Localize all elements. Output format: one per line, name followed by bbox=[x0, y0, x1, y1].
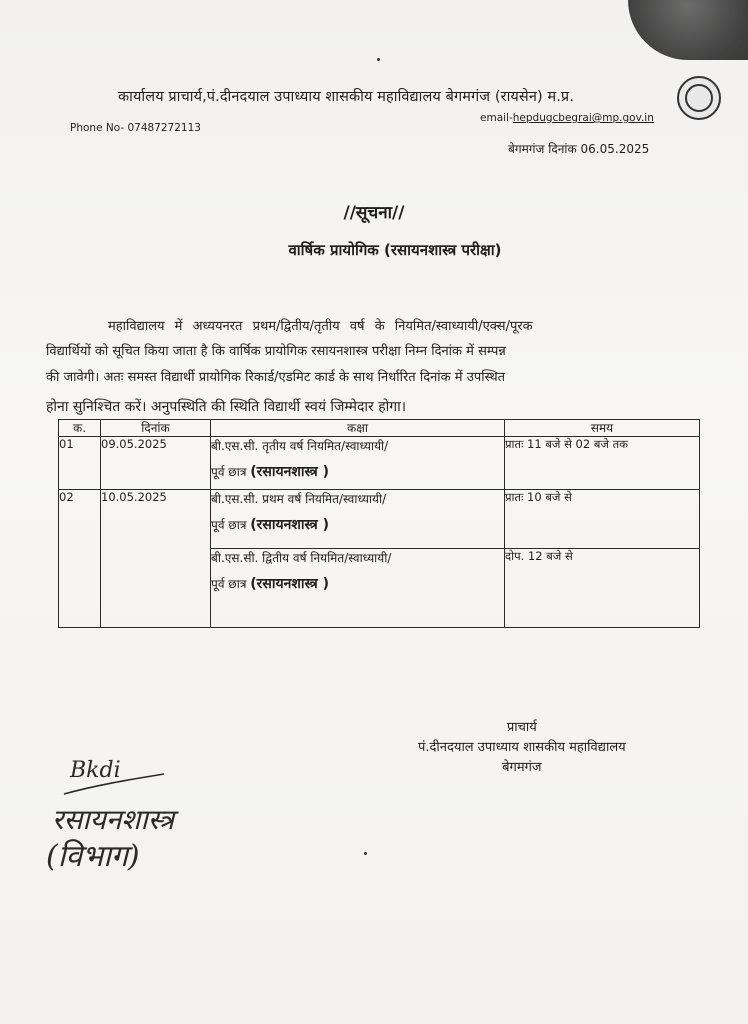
office-header: कार्यालय प्राचार्य,पं.दीनदयाल उपाध्याय शासकीय महाविद्यालय बेगमगंज (रायसेन) म.प्र. bbox=[118, 89, 574, 105]
header-date: दिनांक bbox=[101, 420, 211, 437]
class-prefix: पूर्व छात्र bbox=[211, 518, 247, 532]
row-sn bbox=[59, 549, 101, 628]
college-logo-icon bbox=[677, 76, 721, 120]
row-class bbox=[211, 490, 505, 549]
header-class: कक्षा bbox=[211, 420, 505, 437]
speck bbox=[377, 58, 380, 61]
table-row bbox=[59, 549, 700, 628]
class-line-1: बी.एस.सी. प्रथम वर्ष नियमित/स्वाध्यायी/ bbox=[211, 492, 387, 506]
class-subject: (रसायनशास्त्र ) bbox=[250, 576, 329, 592]
phone-number: Phone No- 07487272113 bbox=[70, 122, 201, 134]
handwritten-department-label: (विभाग) bbox=[46, 839, 140, 874]
email-label: email- bbox=[480, 112, 513, 124]
table-row bbox=[59, 437, 700, 490]
class-line-2 bbox=[211, 462, 504, 481]
header-sn: क. bbox=[59, 420, 101, 437]
schedule-table bbox=[58, 419, 700, 628]
notice-title: //सूचना// bbox=[343, 203, 405, 223]
signatory-place: बेगमगंज bbox=[502, 760, 542, 775]
signature-block bbox=[418, 718, 626, 778]
signatory-institution: पं.दीनदयाल उपाध्याय शासकीय महाविद्यालय bbox=[418, 740, 626, 755]
class-line-1: बी.एस.सी. तृतीय वर्ष नियमित/स्वाध्यायी/ bbox=[211, 439, 389, 453]
class-prefix: पूर्व छात्र bbox=[211, 465, 247, 479]
handwritten-department: रसायनशास्त्र bbox=[52, 803, 175, 836]
signature-underline bbox=[60, 770, 170, 800]
corner-shadow bbox=[628, 0, 748, 60]
class-subject: (रसायनशास्त्र ) bbox=[250, 464, 329, 480]
place-date: बेगमगंज दिनांक 06.05.2025 bbox=[508, 142, 650, 156]
body-line-1: महाविद्यालय में अध्ययनरत प्रथम/द्वितीय/तृतीय वर्ष के नियमित/स्वाध्यायी/एक्स/पूरक bbox=[108, 319, 533, 334]
row-time: दोप. 12 बजे से bbox=[505, 549, 700, 628]
speck bbox=[364, 852, 367, 855]
email-address: hepdugcbegrai@mp.gov.in bbox=[512, 112, 654, 124]
table-header-row bbox=[59, 420, 700, 437]
notice-subject: वार्षिक प्रायोगिक (रसायनशास्त्र परीक्षा) bbox=[288, 241, 502, 259]
class-line-2 bbox=[211, 574, 504, 593]
row-date bbox=[101, 549, 211, 628]
row-time: प्रातः 11 बजे से 02 बजे तक bbox=[505, 437, 700, 490]
row-date: 09.05.2025 bbox=[101, 437, 211, 490]
class-subject: (रसायनशास्त्र ) bbox=[250, 517, 329, 533]
row-time: प्रातः 10 बजे से bbox=[505, 490, 700, 549]
row-sn: 02 bbox=[59, 490, 101, 549]
class-line-2 bbox=[211, 515, 504, 534]
row-date: 10.05.2025 bbox=[101, 490, 211, 549]
row-sn: 01 bbox=[59, 437, 101, 490]
body-line-3: की जावेगी। अतः समस्त विद्यार्थी प्रायोगिक रिकार्ड/एडमिट कार्ड के साथ निर्धारित दिनांक में उपस्थित bbox=[46, 370, 506, 385]
class-line-1: बी.एस.सी. द्वितीय वर्ष नियमित/स्वाध्यायी/ bbox=[211, 551, 392, 565]
body-line-2: विद्यार्थियों को सूचित किया जाता है कि वार्षिक प्रायोगिक रसायनशास्त्र परीक्षा निम्न दिनांक में सम्पन्न bbox=[46, 344, 506, 359]
signatory-designation: प्राचार्य bbox=[506, 720, 537, 735]
class-prefix: पूर्व छात्र bbox=[211, 577, 247, 591]
handwritten-initials: Bkdi bbox=[70, 758, 121, 783]
header-time: समय bbox=[505, 420, 700, 437]
email-line bbox=[480, 112, 654, 124]
row-class bbox=[211, 549, 505, 628]
row-class bbox=[211, 437, 505, 490]
body-line-4: होना सुनिश्चित करें। अनुपस्थिति की स्थिति विद्यार्थी स्वयं जिम्मेदार होगा। bbox=[46, 399, 407, 415]
table-row bbox=[59, 490, 700, 549]
